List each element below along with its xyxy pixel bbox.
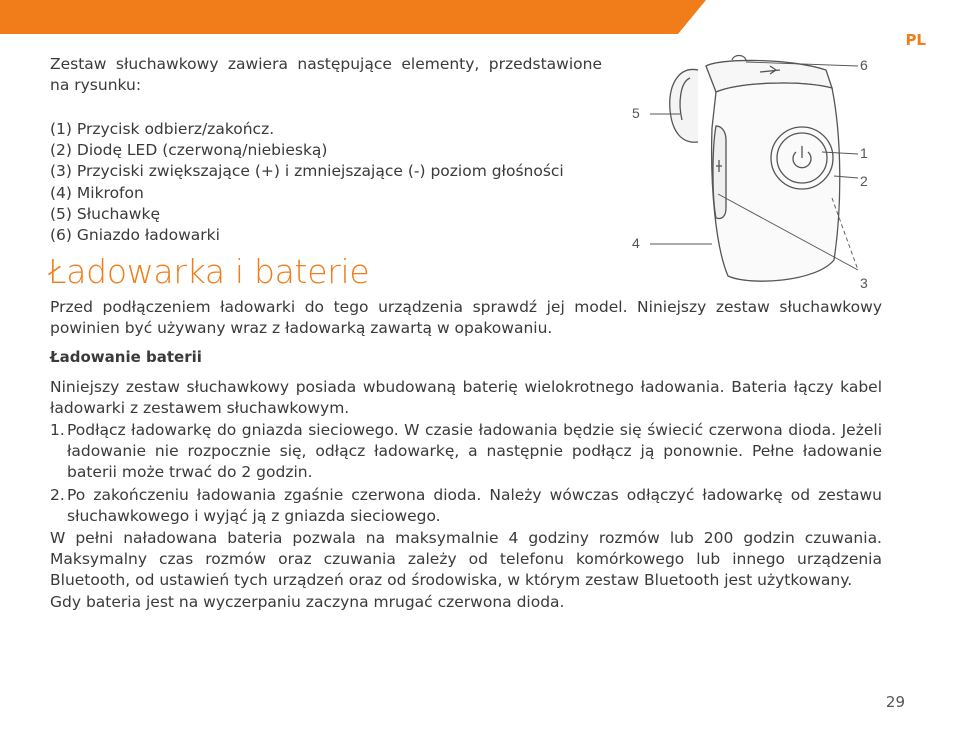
component-item-4: (4) Mikrofon: [50, 183, 144, 202]
components-list: [50, 119, 610, 246]
list-item-number: 1.: [50, 421, 65, 439]
headset-diagram: [620, 48, 880, 293]
list-item-text: Po zakończeniu ładowania zgaśnie czerwona dioda. Należy wówczas odłączyć ładowarkę od zestawu słuchawkowego i wyjąć ją z gniazda sieciowego.: [67, 486, 882, 526]
callout-6: 6: [860, 57, 868, 73]
intro-text: Zestaw słuchawkowy zawiera następujące elementy, przedstawione na rysunku:: [50, 55, 602, 95]
section-title: Ładowarka i baterie: [48, 252, 370, 291]
list-item: [50, 420, 882, 484]
component-item-3: (3) Przyciski zwiększające (+) i zmniejszające (-) poziom głośności: [50, 162, 564, 181]
list-item: [50, 485, 882, 527]
component-item-6: (6) Gniazdo ładowarki: [50, 226, 220, 245]
language-code: PL: [905, 31, 926, 49]
callout-3: 3: [860, 275, 868, 291]
callout-5: 5: [632, 105, 640, 121]
callout-1: 1: [860, 145, 868, 161]
subheading-battery-charging: Ładowanie baterii: [50, 348, 202, 366]
paragraph-low-battery: Gdy bateria jest na wyczerpaniu zaczyna mrugać czerwona dioda.: [50, 593, 565, 611]
page-number: 29: [885, 693, 905, 711]
callout-2: 2: [860, 173, 868, 189]
list-item-number: 2.: [50, 486, 65, 504]
header-banner: [0, 0, 954, 34]
paragraph-battery-intro: Niniejszy zestaw słuchawkowy posiada wbudowaną baterię wielokrotnego ładowania. Bateria łączy kabel ładowarki z zestawem słuchawkowym.: [50, 378, 882, 418]
component-item-5: (5) Słuchawkę: [50, 204, 160, 223]
component-item-2: (2) Diodę LED (czerwoną/niebieską): [50, 141, 328, 160]
paragraph-charger-model: Przed podłączeniem ładowarki do tego urządzenia sprawdź jej model. Niniejszy zestaw słuchawkowy powinien być używany wraz z ładowarką zawartą w opakowaniu.: [50, 298, 882, 338]
component-item-1: (1) Przycisk odbierz/zakończ.: [50, 120, 275, 138]
list-item-text: Podłącz ładowarkę do gniazda sieciowego. W czasie ładowania będzie się świecić czerwona dioda. Jeżeli ładowanie nie rozpocznie się, odłącz ładowarkę, a następnie podłącz ją ponownie. Pełne ładowanie baterii może trwać do 2 godzin.: [67, 421, 882, 482]
paragraph-battery-life: W pełni naładowana bateria pozwala na maksymalnie 4 godziny rozmów lub 200 godzin czuwania. Maksymalny czas rozmów oraz czuwania zależy od telefonu komórkowego lub innego urządzenia Bluetooth, od ustawień tych urządzeń oraz od środowiska, w którym zestaw Bluetooth jest użytkowany.: [50, 529, 882, 590]
callout-4: 4: [632, 235, 640, 251]
